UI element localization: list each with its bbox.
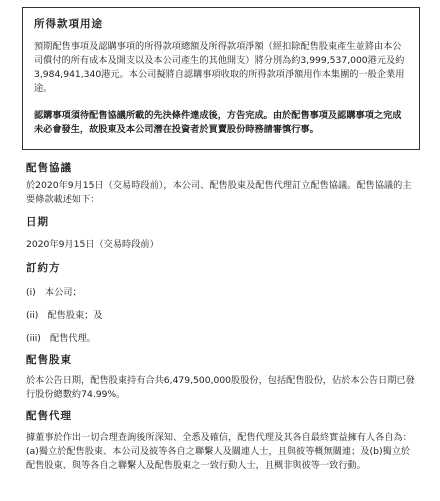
placing-agreement-heading: 配售協議 xyxy=(26,162,72,174)
notice-box xyxy=(22,7,420,150)
placing-agreement-intro: 於2020年9月15日（交易時段前），本公司、配售股東及配售代理訂立配售協議。配售協議的主要條款載述如下： xyxy=(26,180,412,205)
date-heading: 日期 xyxy=(26,216,49,228)
party-item: (iii) 配售代理。 xyxy=(26,333,96,344)
placing-agent-paragraph: 據董事於作出一切合理查詢後所深知、全悉及確信，配售代理及其各自最終實益擁有人各自為：(a)獨立於配售股東、本公司及彼等各自之聯繫人及關連人士，且與彼等概無關連；及(b)獨立於配售股東、與等各自之聯繫人及配售股東之一致行動人士，且概非與彼等一致行動。 xyxy=(26,432,412,471)
placing-shareholder-heading: 配售股東 xyxy=(26,354,72,366)
parties-heading: 訂約方 xyxy=(26,262,61,274)
caution-paragraph: 認購事項須待配售協議所載的先決條件達成後，方告完成。由於配售事項及認購事項之完成未必會發生，故股東及本公司潛在投資者於買賣股份時務請審慎行事。 xyxy=(34,110,402,135)
party-item: (i) 本公司； xyxy=(26,287,82,298)
placing-agent-heading: 配售代理 xyxy=(26,410,72,422)
use-of-proceeds-heading: 所得款項用途 xyxy=(34,18,103,30)
use-of-proceeds-paragraph: 預期配售事項及認購事項的所得款項總額及所得款項淨額（經扣除配售股東產生並將由本公司償付的所有成本及開支以及本公司產生的其他開支）將分別為約3,999,537,000港元及約3,984,941,340港元。本公司擬將自認購事項收取的所得款項淨額用作本集團的一般企業用途。 xyxy=(34,41,405,94)
party-item: (ii) 配售股東；及 xyxy=(26,310,103,321)
date-value: 2020年9月15日（交易時段前） xyxy=(26,239,159,250)
placing-shareholder-paragraph: 於本公告日期，配售股東持有合共6,479,500,000股股份，包括配售股份，佔於本公告日期已發行股份總數約74.99%。 xyxy=(26,375,415,400)
